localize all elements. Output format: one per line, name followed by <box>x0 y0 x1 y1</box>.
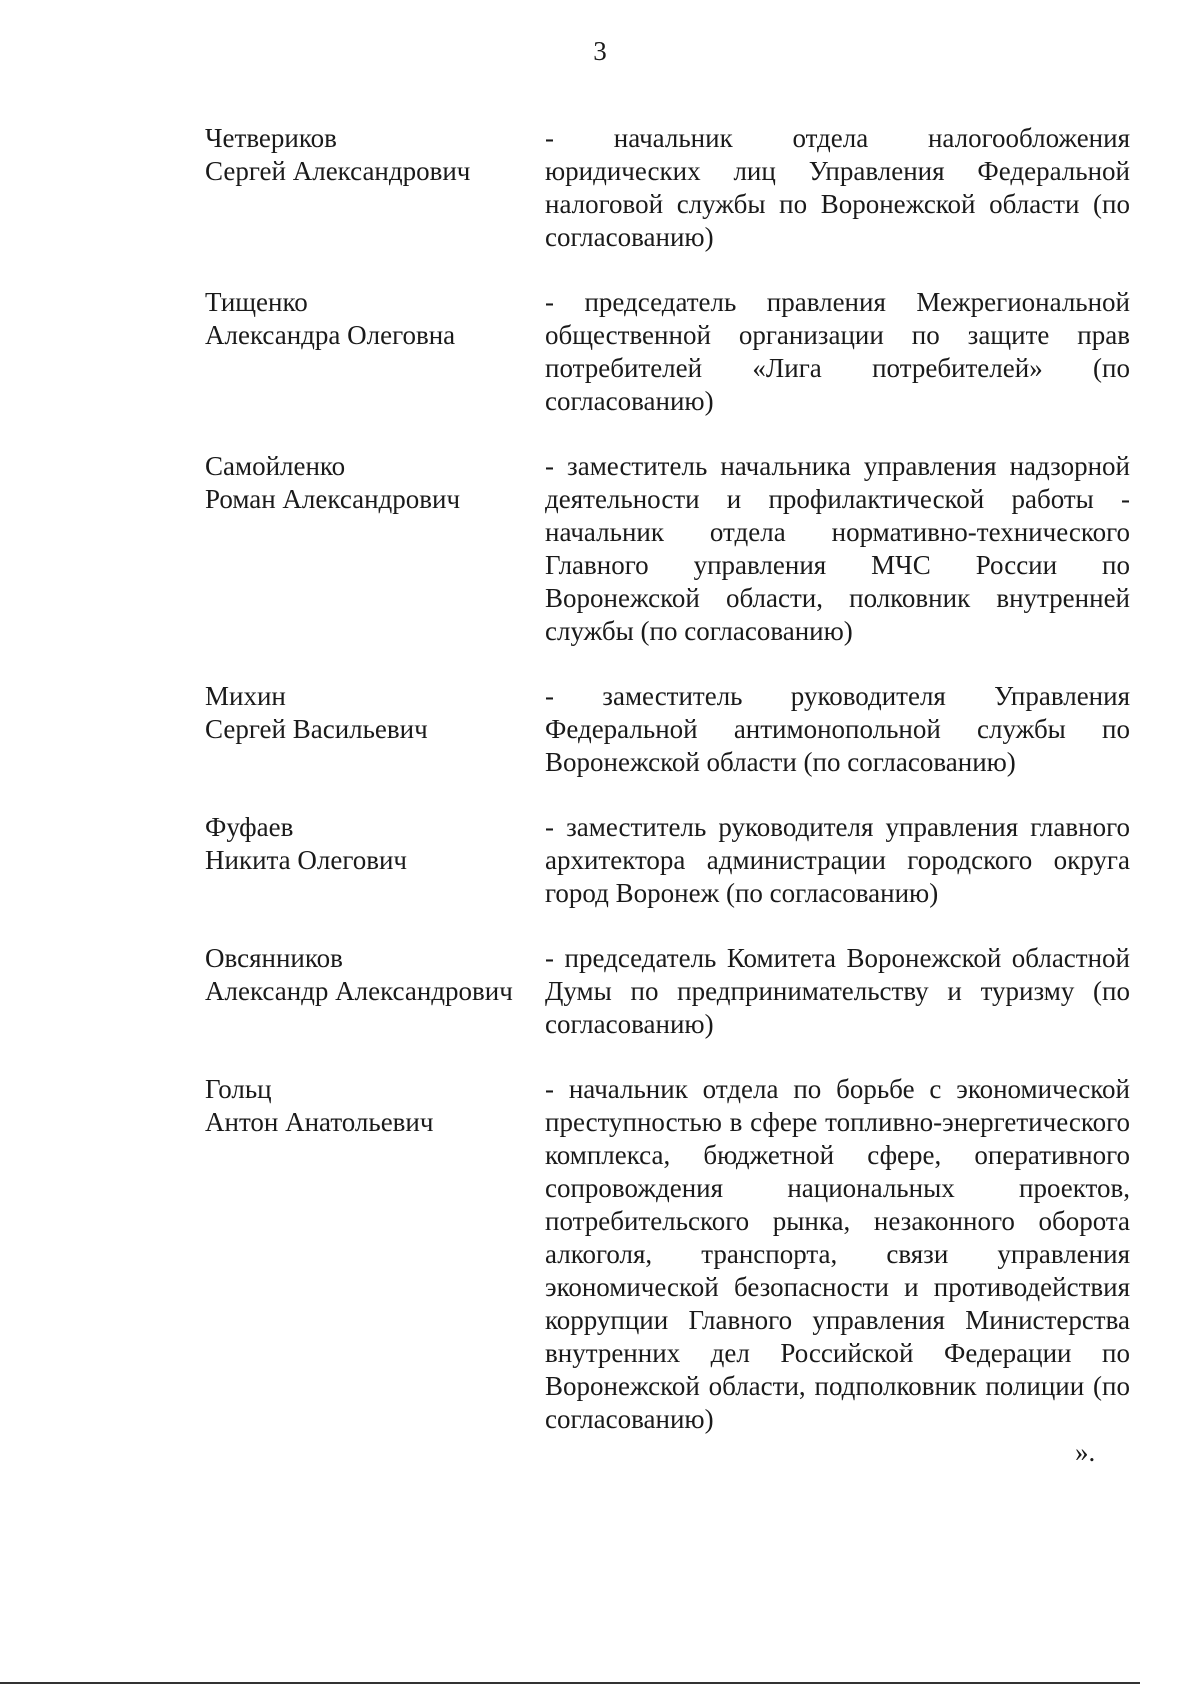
closing-quote-mark: ». <box>1075 1437 1096 1467</box>
member-position: - начальник отдела по борьбе с экономической преступностью в сфере топливно-энергетического комплекса, бюджетной сфере, оперативного сопровождения национальных проектов, потребительского рынка, незаконного оборота алкоголя, транспорта, связи управления экономической безопасности и противодействия коррупции Главного управления Министерства внутренних дел Российской Федерации по Воронежской области, подполковник полиции (по согласованию) <box>545 1074 1130 1434</box>
member-entry <box>205 942 1130 1041</box>
member-entry <box>205 450 1130 648</box>
member-surname: Гольц <box>205 1074 272 1104</box>
member-name <box>205 680 541 779</box>
member-given-names: Роман Александрович <box>205 484 461 514</box>
member-surname: Михин <box>205 681 286 711</box>
member-entry <box>205 811 1130 910</box>
member-surname: Четвериков <box>205 123 337 153</box>
page-number: 3 <box>593 36 607 66</box>
member-position: - заместитель начальника управления надзорной деятельности и профилактической работы - начальник отдела нормативно-технического Главного управления МЧС России по Воронежской области, полковник внутренней службы (по согласованию) <box>545 451 1130 646</box>
member-entry <box>205 680 1130 779</box>
member-surname: Тищенко <box>205 287 308 317</box>
member-position: - председатель Комитета Воронежской областной Думы по предпринимательству и туризму (по согласованию) <box>545 943 1130 1039</box>
member-name <box>205 811 541 910</box>
member-surname: Самойленко <box>205 451 346 481</box>
bottom-rule <box>0 1682 1140 1684</box>
member-name <box>205 942 541 1041</box>
member-name <box>205 286 541 418</box>
member-entry <box>205 1073 1130 1436</box>
member-given-names: Александра Олеговна <box>205 320 456 350</box>
member-list <box>205 122 1130 1468</box>
member-name <box>205 1073 541 1436</box>
member-surname: Овсянников <box>205 943 343 973</box>
member-given-names: Сергей Васильевич <box>205 714 428 744</box>
member-position: - председатель правления Межрегиональной общественной организации по защите прав потребителей «Лига потребителей» (по согласованию) <box>545 287 1130 416</box>
member-given-names: Сергей Александрович <box>205 156 471 186</box>
member-name <box>205 122 541 254</box>
member-entry <box>205 286 1130 418</box>
member-position: - начальник отдела налогообложения юридических лиц Управления Федеральной налоговой службы по Воронежской области (по согласованию) <box>545 123 1130 252</box>
member-position: - заместитель руководителя Управления Федеральной антимонопольной службы по Воронежской области (по согласованию) <box>545 681 1130 777</box>
member-name <box>205 450 541 648</box>
member-surname: Фуфаев <box>205 812 294 842</box>
member-position: - заместитель руководителя управления главного архитектора администрации городского округа город Воронеж (по согласованию) <box>545 812 1130 908</box>
member-given-names: Никита Олегович <box>205 845 408 875</box>
member-entry <box>205 122 1130 254</box>
member-given-names: Антон Анатольевич <box>205 1107 434 1137</box>
member-given-names: Александр Александрович <box>205 976 513 1006</box>
